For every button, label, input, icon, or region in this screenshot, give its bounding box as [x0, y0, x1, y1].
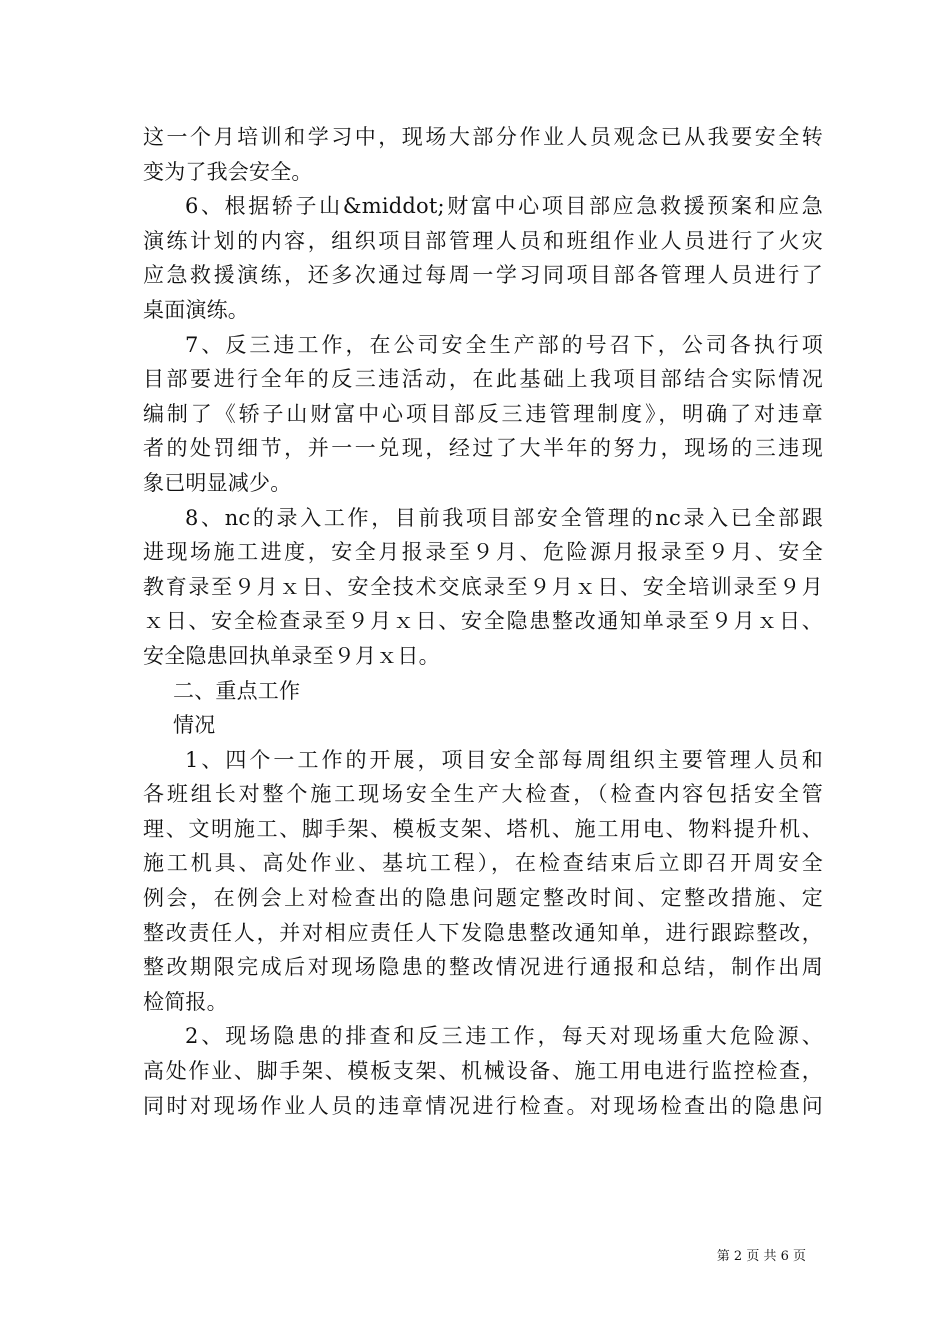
text-line: 高处作业、脚手架、模板支架、机械设备、施工用电进行监控检查，: [143, 1059, 823, 1084]
paragraph-start: 1、四个一工作的开展，项目安全部每周组织主要管理人员和: [185, 747, 823, 772]
section-heading: 二、重点工作: [173, 678, 301, 703]
text-line: 编制了《轿子山财富中心项目部反三违管理制度》，明确了对违章: [143, 401, 823, 426]
text-line: 目部要进行全年的反三违活动，在此基础上我项目部结合实际情况: [143, 367, 823, 392]
text-line: 应急救援演练，还多次通过每周一学习同项目部各管理人员进行了: [143, 263, 823, 288]
paragraph-start: 7、反三违工作，在公司安全生产部的号召下，公司各执行项: [185, 332, 823, 357]
paragraph-start: 6、根据轿子山&middot;财富中心项目部应急救援预案和应急: [185, 194, 823, 219]
text-line: 同时对现场作业人员的违章情况进行检查。对现场检查出的隐患问: [143, 1093, 823, 1118]
text-line: 理、文明施工、脚手架、模板支架、塔机、施工用电、物料提升机、: [143, 816, 823, 841]
text-line: 这一个月培训和学习中，现场大部分作业人员观念已从我要安全转: [143, 125, 823, 149]
text-line: 例会，在例会上对检查出的隐患问题定整改时间、定整改措施、定: [143, 886, 823, 911]
text-line: 施工机具、高处作业、基坑工程），在检查结束后立即召开周安全: [143, 851, 823, 876]
paragraph-start: 2、现场隐患的排查和反三违工作，每天对现场重大危险源、: [185, 1024, 823, 1049]
section-subheading: 情况: [173, 713, 216, 738]
text-line: 变为了我会安全。: [143, 159, 313, 184]
text-line: 象已明显减少。: [143, 470, 292, 495]
paragraph-start: 8、nc的录入工作，目前我项目部安全管理的nc录入已全部跟: [185, 505, 823, 530]
text-line: 桌面演练。: [143, 297, 249, 322]
text-line: 演练计划的内容，组织项目部管理人员和班组作业人员进行了火灾: [143, 228, 823, 253]
text-line: 整改期限完成后对现场隐患的整改情况进行通报和总结，制作出周: [143, 955, 823, 980]
text-line: 各班组长对整个施工现场安全生产大检查，（检查内容包括安全管: [143, 782, 823, 807]
text-line: 进现场施工进度，安全月报录至９月、危险源月报录至９月、安全: [143, 540, 823, 565]
text-line: 安全隐患回执单录至９月ｘ日。: [143, 643, 440, 668]
page-number: 第 2 页 共 6 页: [716, 1249, 806, 1264]
text-line: ｘ日、安全检查录至９月ｘ日、安全隐患整改通知单录至９月ｘ日、: [143, 609, 823, 634]
document-body: [143, 120, 823, 1123]
text-line: 整改责任人，并对相应责任人下发隐患整改通知单，进行跟踪整改，: [143, 920, 823, 945]
text-line: 者的处罚细节，并一一兑现，经过了大半年的努力，现场的三违现: [143, 436, 823, 461]
text-line: 检简报。: [143, 989, 228, 1014]
text-line: 教育录至９月ｘ日、安全技术交底录至９月ｘ日、安全培训录至９月: [143, 574, 823, 599]
